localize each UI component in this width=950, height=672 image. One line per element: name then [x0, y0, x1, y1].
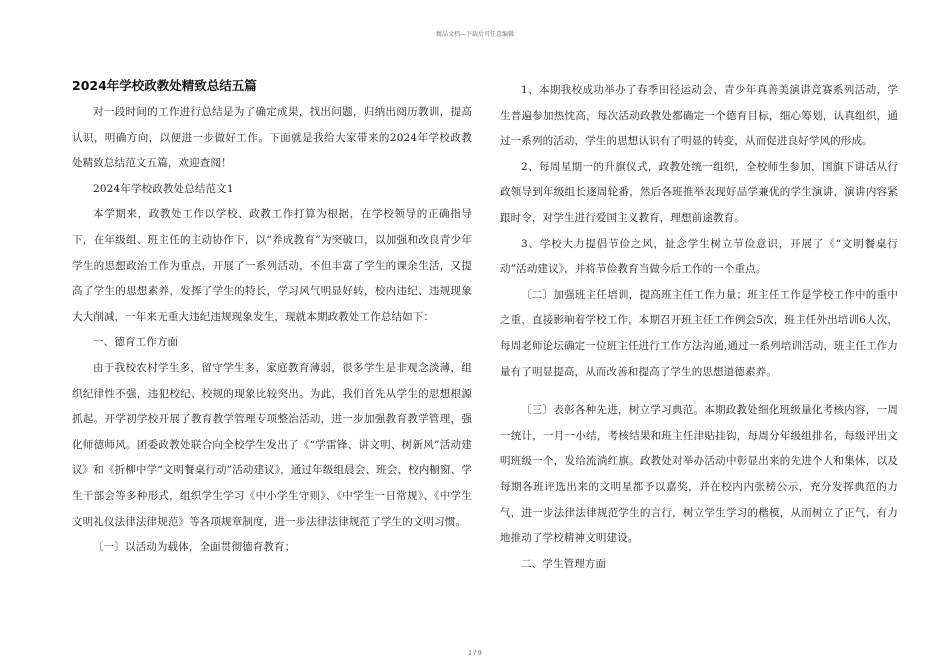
- teacher-training-paragraph: 〔二〕加强班主任培训，提高班主任工作力量；班主任工作是学校工作中的重中之重，直接影响着学校工作，本期召开班主任工作例会5次，班主任外出培训6人次，每周老师论坛确定一位班主任进行工作方法沟通,通过一系列培训活动，班主任工作力量有了明显提高，从而改善和提高了学生的思想道德素养。: [500, 288, 898, 378]
- subsection-heading-activities: 〔一〕以活动为载体，全面贯彻德育教育；: [93, 541, 296, 554]
- page-header: 精品文档---下载后可任意编辑: [435, 31, 515, 38]
- page-number: 1 / 9: [468, 650, 482, 657]
- activity-item-3: 3、学校大力提倡节俭之风，扯念学生树立节俭意识，开展了《“文明餐桌行动”活动建议》，并将节俭教育当做今后工作的一个重点。: [500, 237, 898, 276]
- activity-item-2: 2、每周星期一的升旗仪式，政教处统一组织，全校师生参加，国旗下讲话从行政领导到年级组长逐周轮番，然后各班推举表现好品学兼优的学生演讲，演讲内容紧跟时令，对学生进行爱国主义教育，理想前途教育。: [500, 160, 898, 224]
- left-column: [72, 78, 472, 561]
- summary-paragraph: 本学期来，政教处工作以学校、政教工作打算为根据，在学校领导的正确指导下，在年级组、班主任的主动协作下，以“养成教育”为突破口，以加强和改良青少年学生的思想政治工作为重点，开展了一系列活动，不但丰富了学生的课余生活，又提高了学生的思想素养，发挥了学生的特长，学习风气明显好转，校内违纪、违规现象大大削减，一年来无重大违纪违规现象发生，现就本期政教处工作总结如下：: [72, 208, 472, 323]
- document-title: 2024年学校政教处精致总结五篇: [72, 78, 257, 93]
- intro-paragraph: 对一段时间的工作进行总结是为了确定成果，找出问题，归纳出阅历教训，提高认识，明确方向，以便进一步做好工作。下面就是我给大家带来的2024年学校政教处精致总结范文五篇，欢迎查阅！: [72, 106, 472, 170]
- paragraph-spacer: [500, 385, 898, 398]
- commendation-paragraph: 〔三〕表彰各种先进，树立学习典范。本期政教处细化班级量化考核内容，一周一统计，一月一小结，考核结果和班主任津贴挂钩，每周分年级组排名，每级评出文明班级一个，发给流淌红旗。政教处对举办活动中彰显出来的先进个人和集体，以及每期各班评选出来的文明星都予以嘉奖，并在校内内张榜公示，充分发挥典范的力气，进一步法律法律规范学生的言行，树立学生学习的楷模，从而树立了正气，有力地推动了学校精神文明建设。: [500, 404, 898, 545]
- section-heading-moral-education: 一、德育工作方面: [93, 336, 179, 349]
- section-heading-student-management: 二、学生管理方面: [521, 557, 607, 570]
- activity-item-1: 1、本期我校成功举办了春季田径运动会、青少年真善美演讲竞赛系列活动，学生普遍参加热忱高，每次活动政教处都确定一个德育目标，细心筹划，认真组织，通过一系列的活动，学生的思想认识有了明显的转变，从而促进良好学风的形成。: [500, 84, 898, 148]
- section-heading-fanwen-1: 2024年学校政教处总结范文1: [93, 182, 234, 195]
- moral-education-paragraph: 由于我校农村学生多，留守学生多，家庭教育薄弱，很多学生是非观念淡薄，组织纪律性不强，违犯校纪、校规的现象比较突出。为此，我们首先从学生的思想根源抓起。开学初学校开展了教育教学管理专项整治活动，进一步加强教育教学管理，强化师德师风。团委政教处联合向全校学生发出了《“学雷锋、讲文明、树新风”活动建议》和《折柳中学“文明餐桌行动”活动建议》，通过年级组晨会、班会、校内橱窗、学生干部会等多种形式，组织学生学习《中小学生守则》、《中学生一日常规》、《中学生文明礼仪法律法律规范》等各项规章制度，进一步法律法律规范了学生的文明习惯。: [72, 361, 472, 528]
- right-column: [500, 78, 898, 577]
